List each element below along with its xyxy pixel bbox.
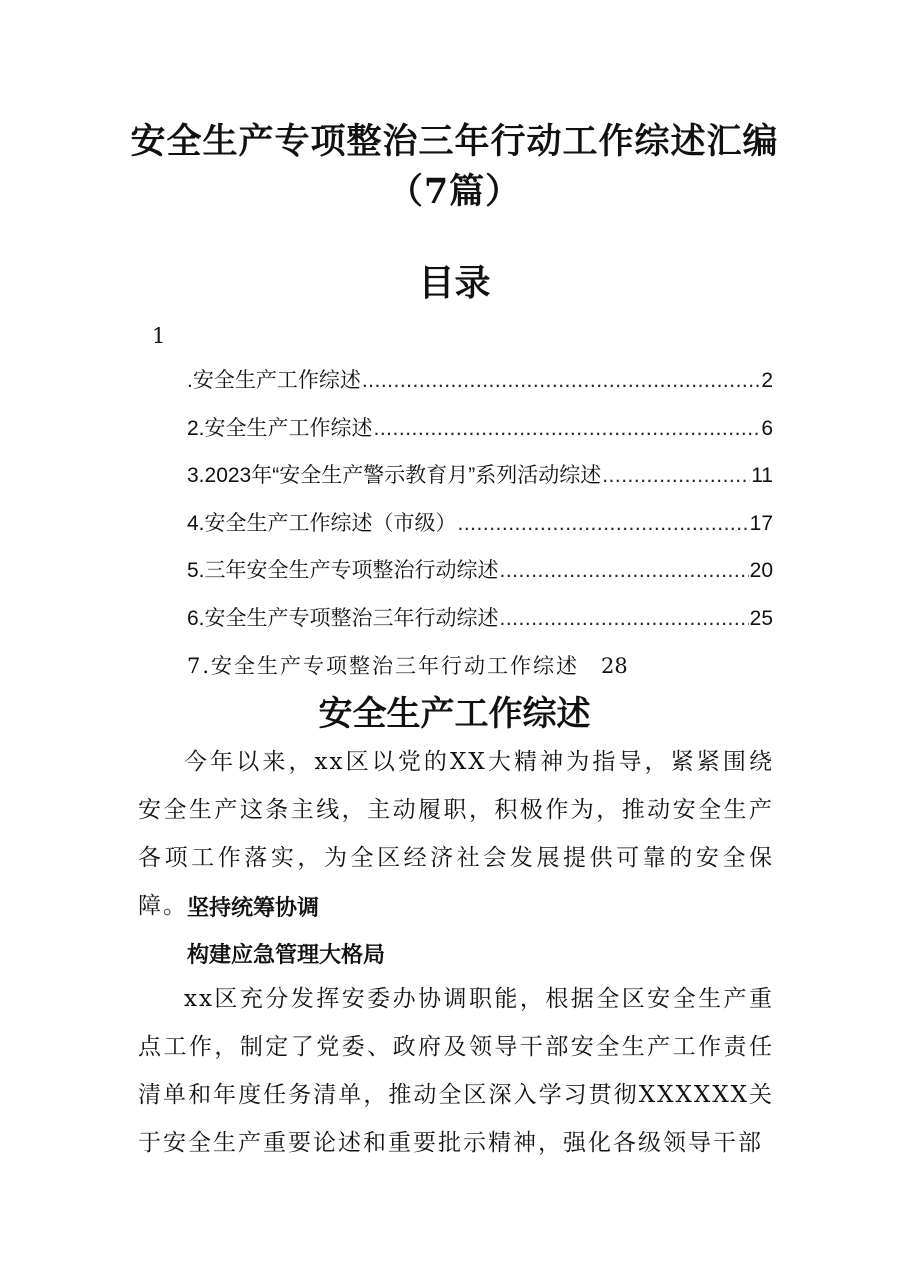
- toc-dot-leader: [362, 365, 760, 397]
- toc-lead-number: 1: [152, 324, 166, 348]
- toc-entry-page: 11: [751, 464, 773, 487]
- toc-dot-leader: [602, 460, 750, 492]
- toc-entry-page: 25: [749, 606, 773, 630]
- toc-entry-title: 2.安全生产工作综述: [187, 416, 373, 440]
- subheading: 坚持统筹协调: [187, 895, 320, 920]
- toc-entry-4[interactable]: [187, 508, 773, 556]
- body-paragraph: xx区充分发挥安委办协调职能，根据全区安全生产重点工作，制定了党委、政府及领导干部安全生产工作责任清单和年度任务清单，推动全区深入学习贯彻XXXXXX关于安全生产重要论述和重要批示精神，强化各级领导干部: [138, 986, 774, 1156]
- document-title: 安全生产专项整治三年行动工作综述汇编: [130, 121, 779, 162]
- toc-dot-leader: [500, 555, 749, 587]
- section-title: 安全生产工作综述: [318, 694, 591, 734]
- document-title-count: （7篇）: [387, 171, 522, 212]
- table-of-contents: [187, 365, 773, 698]
- toc-entry-title: 5.三年安全生产专项整治行动综述: [187, 559, 499, 582]
- toc-entry-title: .安全生产工作综述: [187, 369, 361, 392]
- toc-entry-5[interactable]: [187, 555, 773, 603]
- toc-dot-leader: [374, 413, 761, 445]
- toc-entry-3[interactable]: [187, 460, 773, 508]
- toc-dot-leader: [458, 508, 749, 540]
- toc-entry-page: 6: [761, 416, 773, 440]
- body-paragraph: 今年以来，xx区以党的XX大精神为指导，紧紧围绕安全生产这条主线，主动履职，积极作为，推动安全生产各项工作落实，为全区经济社会发展提供可靠的安全保障。: [138, 749, 774, 919]
- subheading: 构建应急管理大格局: [187, 942, 386, 967]
- toc-heading: 目录: [418, 262, 491, 304]
- toc-entry-2[interactable]: [187, 413, 773, 461]
- toc-entry-title: 7.安全生产专项整治三年行动工作综述: [187, 654, 580, 678]
- toc-entry-title: 4.安全生产工作综述（市级）: [187, 511, 457, 535]
- toc-entry-title: 6.安全生产专项整治三年行动综述: [187, 606, 499, 630]
- toc-entry-page: 2: [761, 369, 773, 392]
- toc-entry-page: 17: [749, 511, 773, 535]
- toc-entry-page: 28: [601, 654, 628, 678]
- toc-entry-1[interactable]: [187, 365, 773, 413]
- toc-dot-leader: [500, 603, 749, 635]
- toc-entry-6[interactable]: [187, 603, 773, 651]
- toc-entry-title: 3.2023年“安全生产警示教育月”系列活动综述: [187, 464, 602, 487]
- toc-entry-page: 20: [749, 559, 773, 582]
